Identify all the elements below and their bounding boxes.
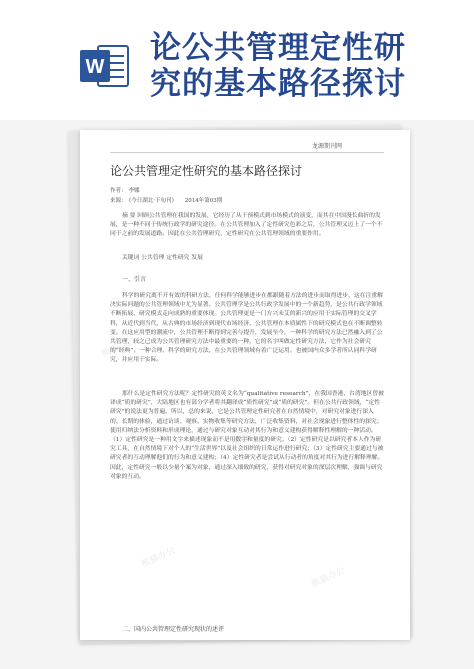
author-label: 作者： bbox=[110, 188, 127, 194]
abstract bbox=[110, 212, 384, 240]
section-introduction-body bbox=[110, 292, 384, 366]
document-page bbox=[80, 130, 410, 640]
keywords: 关键词 公共管理 定性研究 发展 bbox=[122, 255, 203, 261]
abstract-text: 摘 要 回顾公共管理在我国的发展，它经历了从干预模式到市场模式的演变，而其在中国漫长曲折的发展，是一种不同于传统行政学的研究途径。在公共管理加入了定性研究色彩之后，公共管理又迈上了一个不同于之前的发展道路。因此在公共管理研究，定性研究在公共管理领域的重要作用。 bbox=[110, 213, 383, 238]
cover-banner bbox=[0, 0, 474, 120]
watermark: 熊猫办公 bbox=[100, 335, 138, 361]
header-rule bbox=[110, 152, 384, 153]
watermark: 熊猫办公 bbox=[310, 565, 348, 591]
source-name: 《今日湖北·下旬刊》 bbox=[128, 198, 178, 204]
introduction-paragraph: 科学的研究离不开有效的科研方法，任何科学能够进步在都跟随着方法的进步而取得进步，这在注重解决实际问题的公共管理领域中尤为显著。公共管理学是公共行政学发展中的一个新趋势，是公共行政学领域不断拓展、研究模式走向成熟的重要体现。公共管理更是一门方兴未艾的新兴的应用于实际管理的交叉学科，从近代到当代，从古典的市场经济到现代市场经济，公共管理在本质属性下的研究模式也在不断调整转变。在这应用型的潮流中，公共管理不断得到完善与提升，发展至今，一种科学的研究方法已然融入到了公共管理，较之已成为公共管理研究方法中最重要的一种，它的名字叫做定性研究方法，它作为社会研究的“经典”，一种合理、科学的研究方法，在公共管理领域有着广泛运用。也被国内众多学者所认同科学研究，并应用于实际。 bbox=[110, 293, 383, 364]
author-line bbox=[110, 186, 140, 194]
source-line bbox=[110, 196, 222, 204]
watermark: 熊猫办公 bbox=[140, 545, 178, 571]
source-label: 来源： bbox=[110, 198, 127, 204]
author-name: 李娜 bbox=[128, 188, 140, 194]
word-document-icon bbox=[78, 40, 130, 92]
section-heading-review: 二、国内公共管理定性研究现状的述评 bbox=[122, 626, 225, 633]
journal-name: 龙源期刊网 bbox=[312, 143, 343, 150]
document-title: 论公共管理定性研究的基本路径探讨 bbox=[110, 164, 303, 178]
source-issue: 2014年第03期 bbox=[184, 198, 223, 204]
svg-text:W: W bbox=[85, 56, 105, 78]
cover-title bbox=[150, 30, 470, 102]
definition-paragraph: 那什么是定性研究方法呢？定性研究的英文名为“qualitative research”，在我国香港、台湾地区曾被译成“质的研究”，大陆地区也有部分学者将其翻译成“质性研究”或“质的研究”。但在公共行政领域，“定性研究”的说法更为普遍。所以，总的来说，它是公共管理定性研究者在自然情境中，对研究对象进行深入的、长期的体验，通过访谈、观察、实物收集等研究方法，广泛收集资料，对社会现象进行整体性的探究；使用归纳法分析资料和形成理论，通过与研究对象互动对其行为和意义建构获得解释性理解的一种活动。（1）定性研究是一种用文字来描述现象而不是用数字和量度的研究；（2）定性研究是以研究者本人作为研究工具，在自然情境下对个人的“生活世界”以及社会组织的日常运作进行研究；（3）定性研究主要通过与被研究者的互动理解他们的行为和意义建构；（4）定性研究者是尝试从行动者的角度对其行为进行解释理解。因此，定性研究一般以少量个案为对象，通过深入细致的研究，获得对研究对象的深层次理解，强调与研究对象的互动。 bbox=[110, 391, 384, 480]
watermark: 熊猫办公 bbox=[230, 425, 268, 451]
cover-title-line-1: 论公共管理定性研 bbox=[150, 30, 406, 66]
cover-title-line-2: 究的基本路径探讨 bbox=[150, 66, 406, 102]
section-heading-introduction: 一、引言 bbox=[122, 276, 147, 283]
